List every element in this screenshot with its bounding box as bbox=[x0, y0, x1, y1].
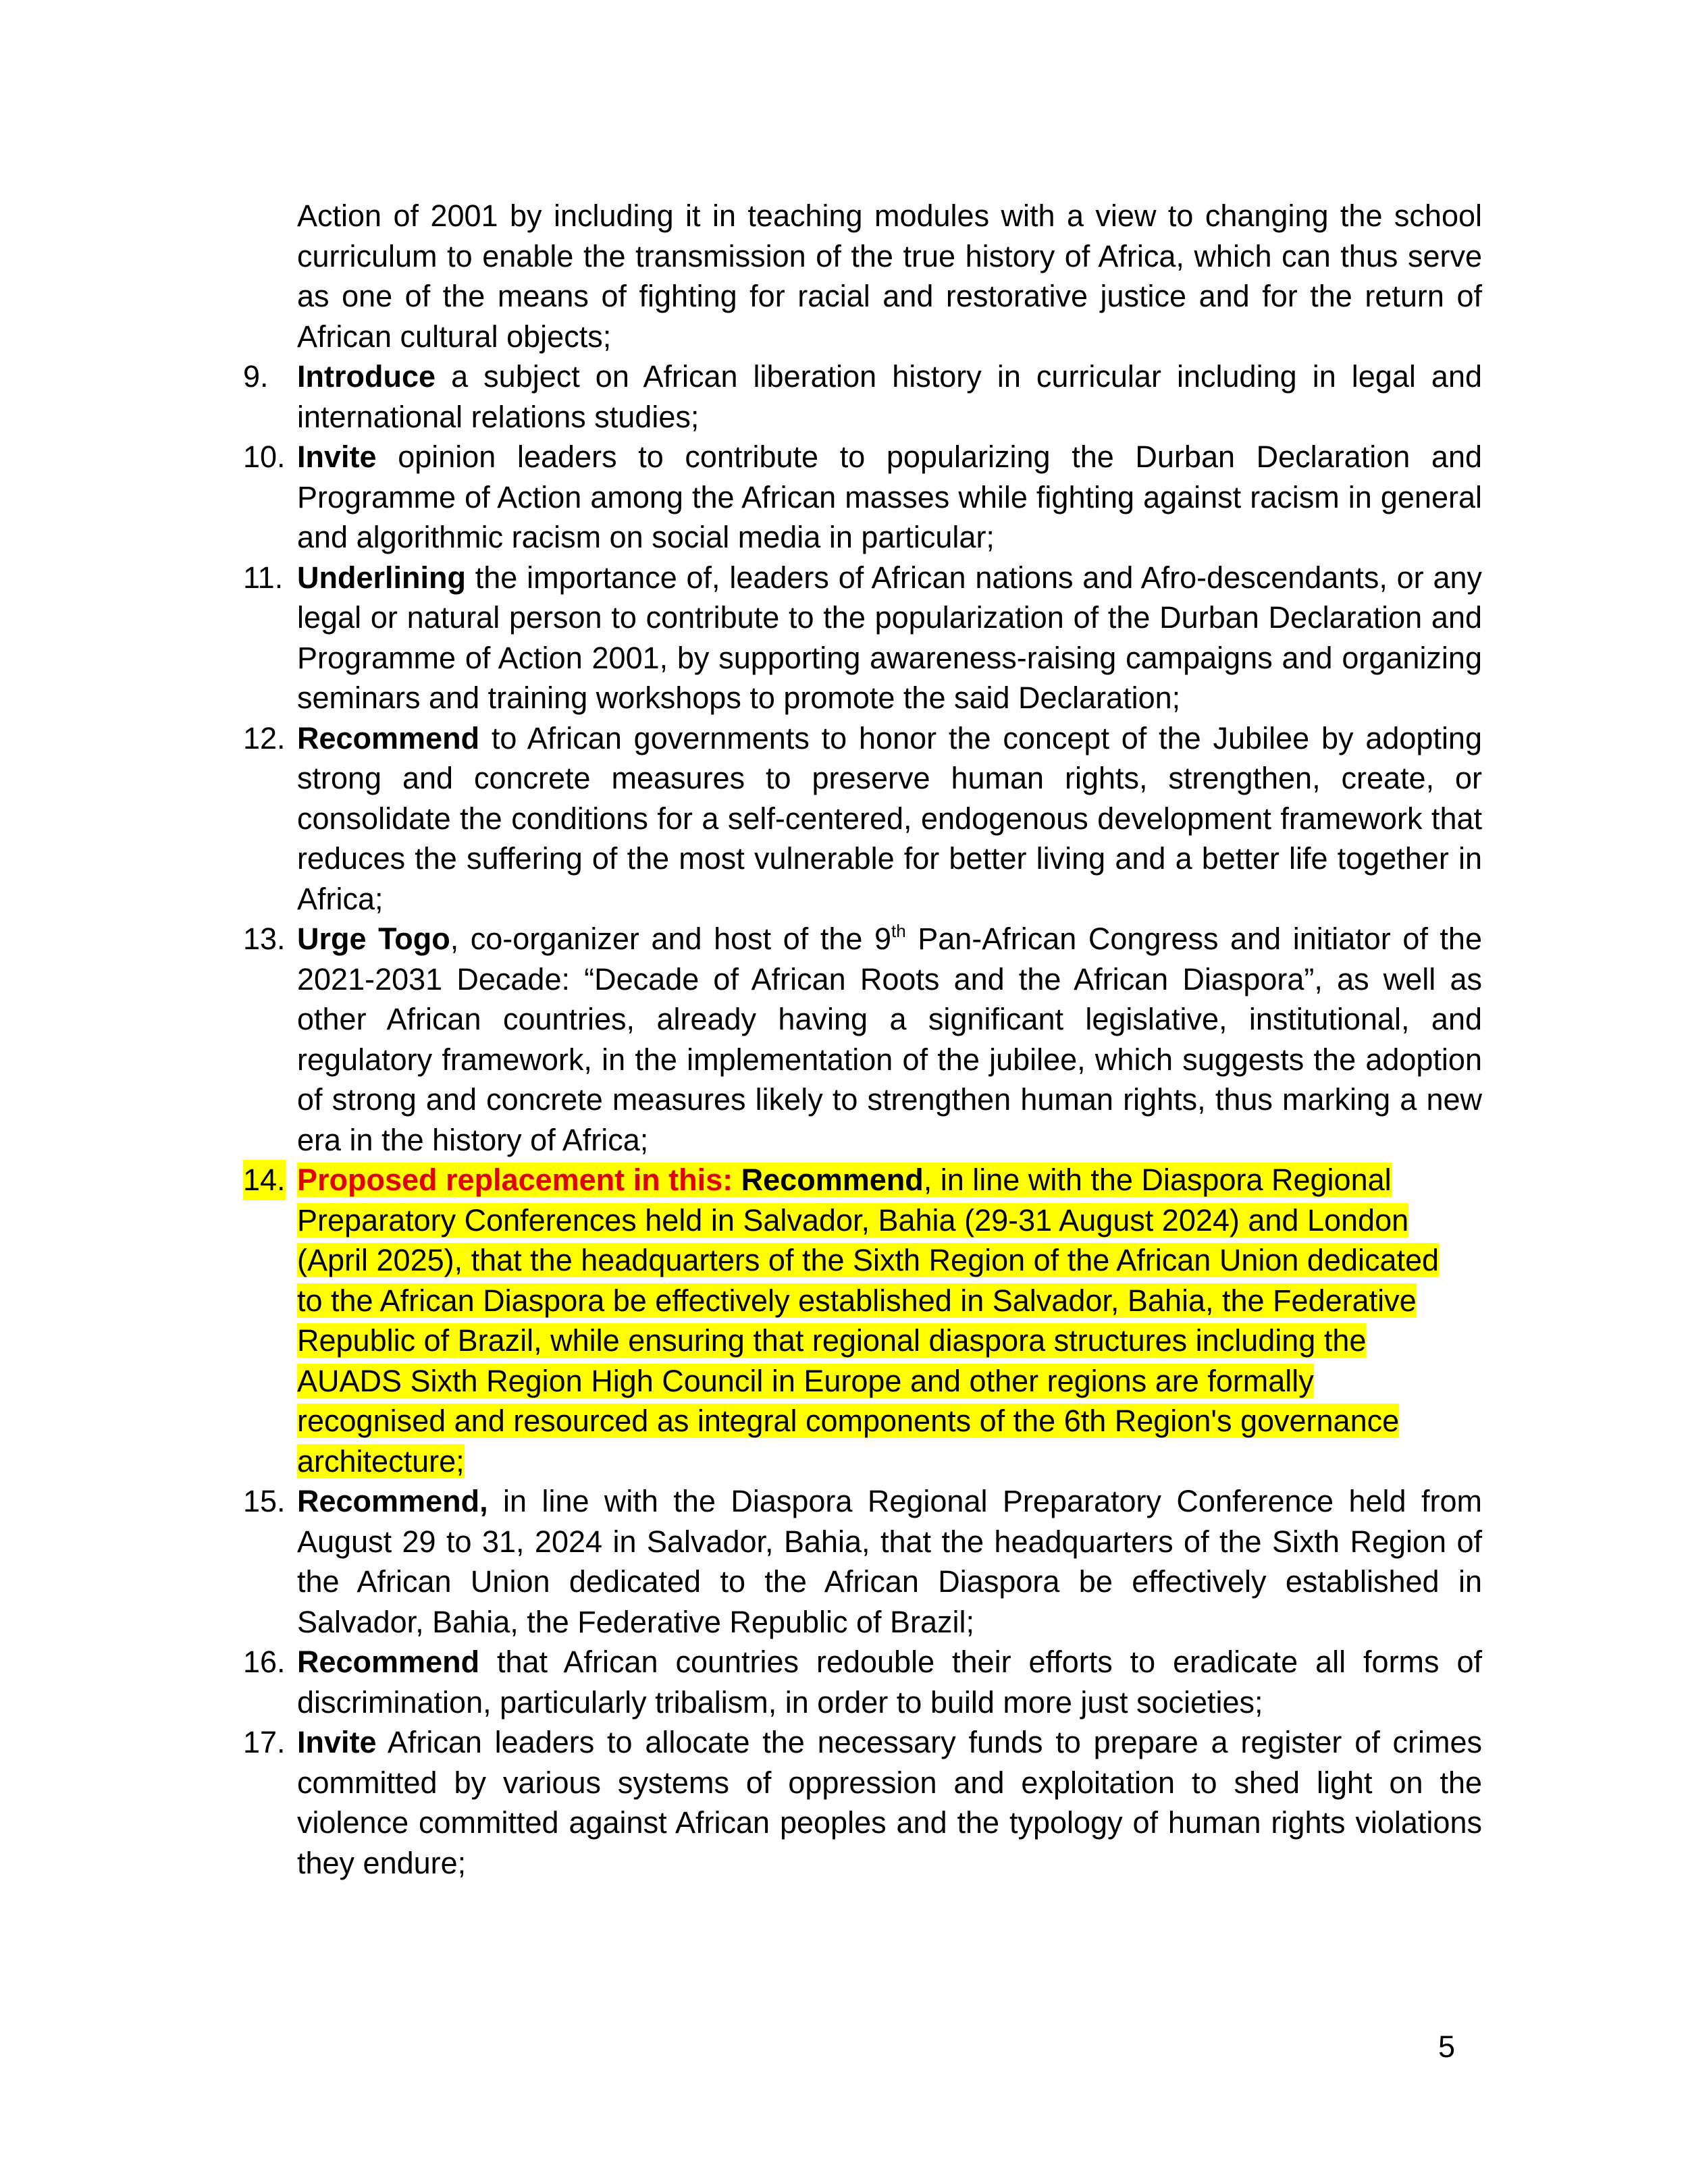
list-number: 11. bbox=[243, 560, 284, 595]
list-body: to African governments to honor the concept of the Jubilee by adopting strong and concrete measures to preserve human rights, strengthen, create, or consolidate the conditions for a self-centered, endogenous development framework that reduces the suffering of the most vulnerable for better living and a better life together in Africa; bbox=[297, 720, 1482, 916]
list-item-text bbox=[297, 356, 1482, 437]
list-body: in line with the Diaspora Regional Preparatory Conference held from August 29 to 31, 2024 in Salvador, Bahia, that the headquarters of the Sixth Region of the African Union dedicated to the African Diaspora be effectively established in Salvador, Bahia, the Federative Republic of Brazil; bbox=[297, 1484, 1482, 1639]
list-item-10 bbox=[243, 437, 1482, 558]
list-keyword: Underlining bbox=[297, 560, 466, 595]
list-item-text bbox=[297, 1642, 1482, 1722]
list-keyword: Recommend bbox=[297, 720, 480, 755]
list-body: African leaders to allocate the necessary funds to prepare a register of crimes committed by various systems of oppression and exploitation to shed light on the violence committed against African peoples and the typology of human rights violations they endure; bbox=[297, 1725, 1482, 1880]
list-item-text bbox=[297, 919, 1482, 1160]
list-keyword: Recommend, bbox=[297, 1484, 488, 1518]
list-number: 13. bbox=[243, 922, 286, 956]
list-body: a subject on African liberation history in curricular including in legal and international relations studies; bbox=[297, 359, 1482, 434]
list-number: 16. bbox=[243, 1645, 286, 1679]
list-number: 9. bbox=[243, 359, 269, 394]
list-item-12 bbox=[243, 718, 1482, 920]
list-item-text bbox=[297, 437, 1482, 558]
list-number: 14. bbox=[243, 1160, 286, 1200]
list-number: 15. bbox=[243, 1484, 286, 1518]
list-body: that African countries redouble their efforts to eradicate all forms of discrimination, particularly tribalism, in order to build more just societies; bbox=[297, 1645, 1482, 1720]
proposed-replacement-label: Proposed replacement in this: bbox=[297, 1163, 733, 1197]
page-number: 5 bbox=[1438, 2029, 1456, 2064]
highlighted-text bbox=[297, 1163, 1439, 1479]
intro-paragraph: Action of 2001 by including it in teaching modules with a view to changing the school curriculum to enable the transmission of the true history of Africa, which can thus serve as one of the means of fighting for racial and restorative justice and for the return of African cultural objects; bbox=[297, 198, 1482, 354]
list-item-15 bbox=[243, 1481, 1482, 1642]
list-number: 17. bbox=[243, 1725, 286, 1759]
list-keyword: Recommend bbox=[297, 1645, 480, 1679]
list-item-text bbox=[297, 718, 1482, 920]
list-item-11 bbox=[243, 558, 1482, 718]
list-item-16 bbox=[243, 1642, 1482, 1722]
list-keyword: Invite bbox=[297, 1725, 377, 1759]
list-keyword: Introduce bbox=[297, 359, 436, 394]
list-item-14-proposed-replacement bbox=[243, 1160, 1482, 1481]
list-item-text bbox=[297, 1481, 1482, 1642]
list-item-text bbox=[297, 1160, 1482, 1481]
list-item-text bbox=[297, 1722, 1482, 1883]
list-body: the importance of, leaders of African nations and Afro-descendants, or any legal or natural person to contribute to the popularization of the Durban Declaration and Programme of Action 2001, by supporting awareness-raising campaigns and organizing seminars and training workshops to promote the said Declaration; bbox=[297, 560, 1482, 715]
ordinal-superscript: th bbox=[891, 921, 906, 941]
list-body-lead: , co-organizer and host of the 9 bbox=[450, 922, 891, 956]
list-keyword: Invite bbox=[297, 440, 377, 474]
list-item-17 bbox=[243, 1722, 1482, 1883]
list-keyword: Urge Togo bbox=[297, 922, 450, 956]
list-item-13 bbox=[243, 919, 1482, 1160]
list-keyword: Recommend bbox=[741, 1163, 924, 1197]
list-body: opinion leaders to contribute to popularizing the Durban Declaration and Programme of Action among the African masses while fighting against racism in general and algorithmic racism on social media in particular; bbox=[297, 440, 1482, 554]
list-item-text bbox=[297, 558, 1482, 718]
list-number: 12. bbox=[243, 720, 286, 755]
list-body: , in line with the Diaspora Regional Preparatory Conferences held in Salvador, Bahia (29-31 August 2024) and London (April 2025), that the headquarters of the Sixth Region of the African Union dedicated to the African Diaspora be effectively established in Salvador, Bahia, the Federative Republic of Brazil, while ensuring that regional diaspora structures including the AUADS Sixth Region High Council in Europe and other regions are formally recognised and resourced as integral components of the 6th Region's governance architecture; bbox=[297, 1163, 1440, 1479]
list-number: 10. bbox=[243, 440, 286, 474]
document-body bbox=[243, 196, 1482, 1883]
list-body: Pan-African Congress and initiator of the 2021-2031 Decade: “Decade of African Roots and the African Diaspora”, as well as other African countries, already having a significant legislative, institutional, and regulatory framework, in the implementation of the jubilee, which suggests the adoption of strong and concrete measures likely to strengthen human rights, thus marking a new era in the history of Africa; bbox=[297, 922, 1482, 1157]
list-item-9 bbox=[243, 356, 1482, 437]
